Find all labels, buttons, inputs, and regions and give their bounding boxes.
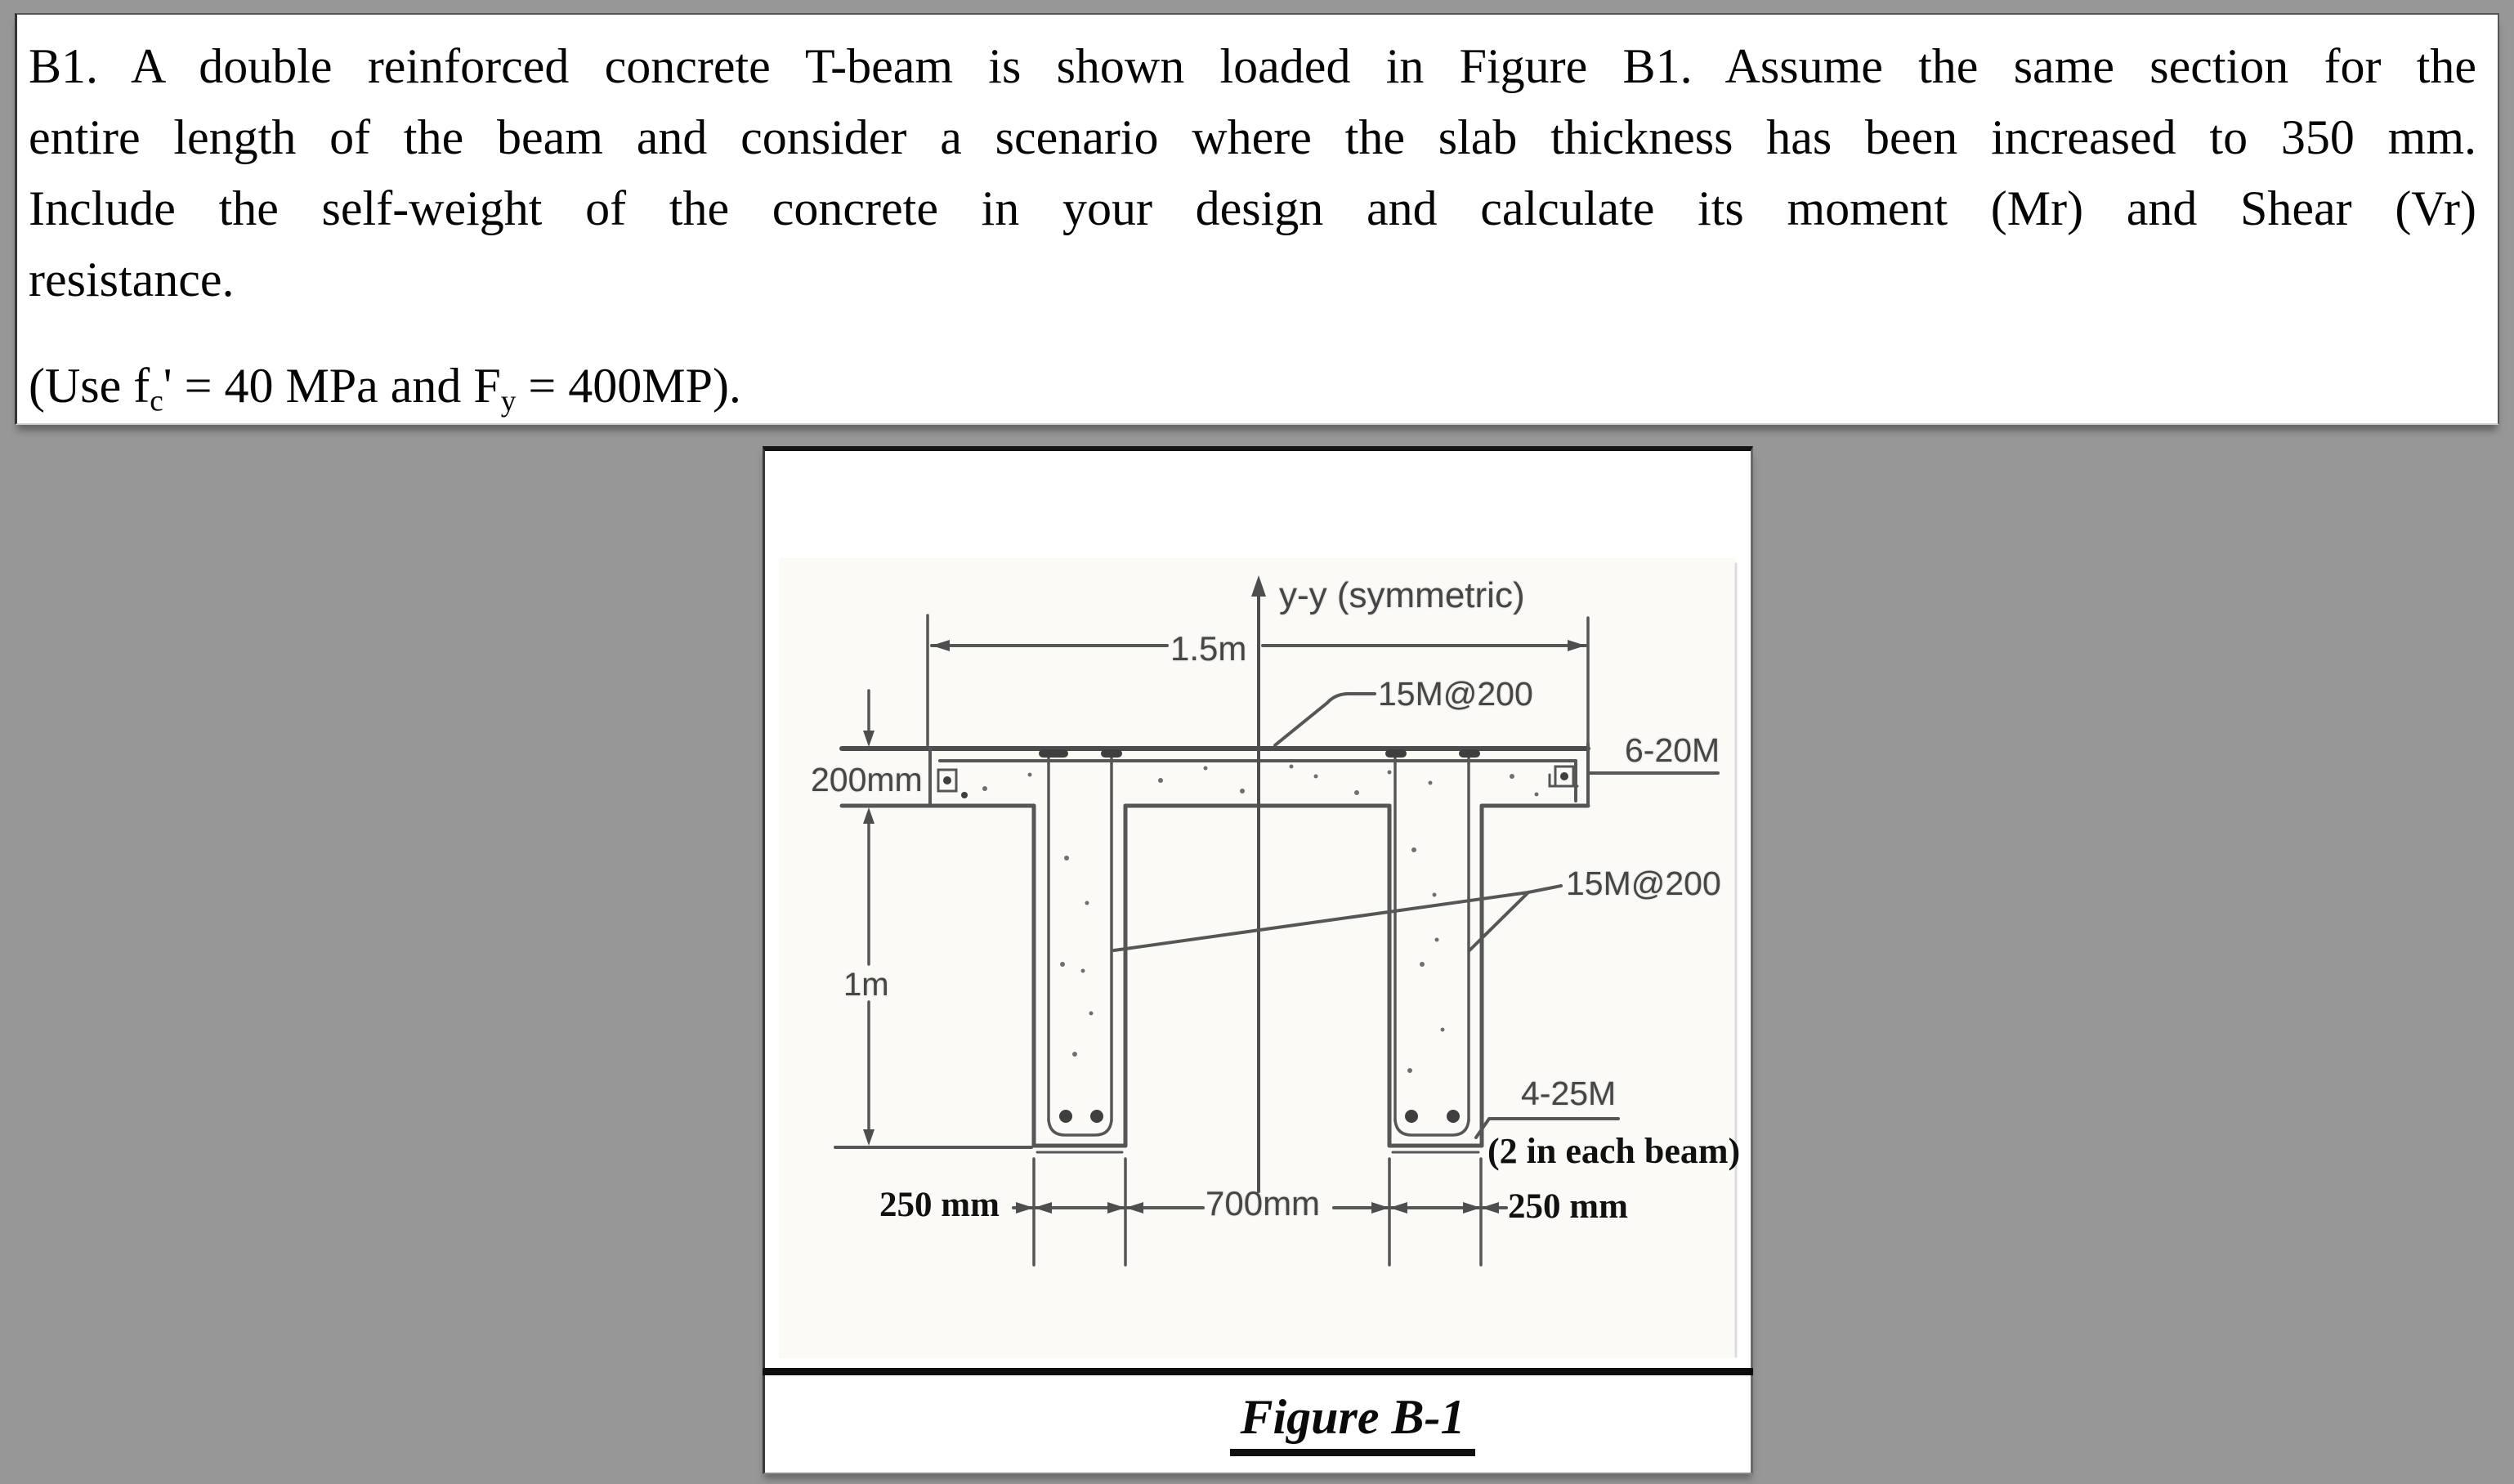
slab-bars-label: 6-20M [1625,731,1720,769]
figure-caption-row [857,1389,1848,1456]
bottom-bars-note: (2 in each beam) [1487,1131,1741,1171]
figure-caption: Figure B-1 [1230,1389,1474,1456]
subscript-c: c [150,384,163,418]
right-web-width-dimension: 250 mm [1508,1187,1628,1226]
web-depth-dimension: 1m [843,967,889,1003]
problem-text-line-4: resistance. [29,253,235,306]
problem-text-line-3: Include the self-weight of the concrete in your design and calculate its moment (Mr) and Shear (Vr) [29,181,2476,235]
left-web-width-dimension: 250 mm [879,1186,1000,1224]
stirrup-rebar-label: 15M@200 [1566,865,1721,902]
slab-thickness-dimension: 200mm [811,761,923,798]
problem-text-line-2: entire length of the beam and consider a scenario where the slab thickness has been increased to 350 mm. [29,110,2476,164]
slab-top-rebar-label: 15M@200 [1378,675,1533,713]
symmetry-axis-label: y-y (symmetric) [1279,575,1525,615]
subscript-y: y [500,384,517,418]
clear-spacing-dimension: 700mm [1206,1184,1321,1223]
bottom-bars-label: 4-25M [1521,1075,1617,1112]
material-properties-formula: (Use $f_c' = 40$ MPa and $F_y = 400MP$). [29,359,741,418]
problem-text-line-1: B1. A double reinforced concrete T-beam is shown loaded in Figure B1. Assume the same section for the [29,39,2476,93]
figure-caption-divider [763,1368,1753,1375]
scanned-image-area [779,558,1736,1358]
problem-statement-box [15,13,2499,425]
flange-width-dimension: 1.5m [1170,629,1247,668]
